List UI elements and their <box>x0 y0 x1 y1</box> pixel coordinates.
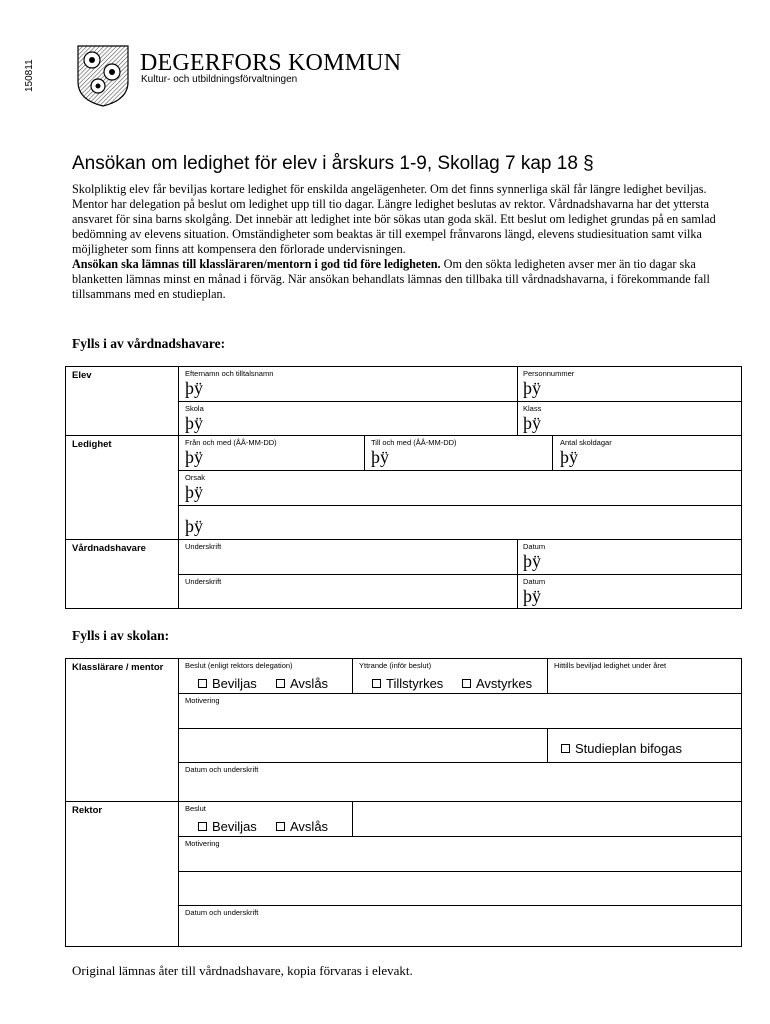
label-name: Efternamn och tilltalsnamn <box>185 369 274 378</box>
checkbox-square[interactable] <box>198 679 207 688</box>
label-klass: Klass <box>523 404 542 413</box>
option-label: Beviljas <box>212 676 257 691</box>
klass-field[interactable]: þÿ <box>523 413 541 433</box>
document-code: 150811 <box>24 59 35 92</box>
checkbox-beviljas-rektor[interactable] <box>198 819 257 834</box>
option-label: Avslås <box>290 819 329 834</box>
label-motivering-rektor: Motivering <box>185 839 220 848</box>
intro-rest: Om den sökta ledigheten avser mer än tio dagar ska blanketten lämnas minst en månad i förväg. När ansökan behandlats lämnas den tillbaka till vårdnadshavarna, i förekommande fall tillsammans med en studieplan. <box>72 257 710 301</box>
skola-field[interactable]: þÿ <box>185 413 203 433</box>
intro-bold: Ansökan ska lämnas till klassläraren/mentorn i god tid före ledigheten. <box>72 257 441 271</box>
date-field-2[interactable]: þÿ <box>523 586 541 606</box>
from-date-field[interactable]: þÿ <box>185 447 203 467</box>
label-date-2: Datum <box>523 577 546 586</box>
section-heading-guardian: Fylls i av vårdnadshavare: <box>72 336 226 351</box>
intro-paragraph: Skolpliktig elev får beviljas kortare ledighet för enskilda angelägenheter. Om det finns synnerliga skäl får längre ledighet beviljas. Mentor har delegation på beslut om ledighet upp till tio dagar. Längre ledighet beslutas av rektor. Vårdnadshavarna har det yttersta ansvaret för sina barns skolgång. Det innebär att ledighet inte bör sökas utan goda skäl. Ett beslut om ledighet grundas på en samlad bedömning av elevens situation. Omständigheter som beaktas är till exempel frånvarons längd, elevens studiesituation samt vilka möjligheter som finns att kompensera den förlorade undervisningen. <box>72 182 716 256</box>
checkbox-tillstyrkes[interactable] <box>372 676 443 691</box>
label-date-1: Datum <box>523 542 546 551</box>
organization-name: DEGERFORS KOMMUN <box>140 50 402 76</box>
row-label-ledighet: Ledighet <box>72 439 112 450</box>
checkbox-studieplan[interactable] <box>561 741 682 756</box>
label-school-days: Antal skoldagar <box>560 438 612 447</box>
guardian-form-table <box>65 366 742 609</box>
row-label-elev: Elev <box>72 370 92 381</box>
checkbox-square[interactable] <box>276 679 285 688</box>
option-label: Beviljas <box>212 819 257 834</box>
option-label: Studieplan bifogas <box>575 741 682 756</box>
row-label-vardnadshavare: Vårdnadshavare <box>72 543 146 554</box>
checkbox-beviljas[interactable] <box>198 676 257 691</box>
label-personnummer: Personnummer <box>523 369 575 378</box>
section-heading-school: Fylls i av skolan: <box>72 628 170 643</box>
school-form-table <box>65 658 742 947</box>
row-label-mentor: Klasslärare / mentor <box>72 662 164 673</box>
label-date-signature: Datum och underskrift <box>185 765 259 774</box>
school-days-field[interactable]: þÿ <box>560 447 578 467</box>
orsak-field[interactable]: þÿ <box>185 482 203 502</box>
label-orsak: Orsak <box>185 473 206 482</box>
page-title: Ansökan om ledighet för elev i årskurs 1-9, Skollag 7 kap 18 § <box>72 153 594 174</box>
personnummer-field[interactable]: þÿ <box>523 378 541 398</box>
checkbox-avstyrkes[interactable] <box>462 676 532 691</box>
checkbox-square[interactable] <box>198 822 207 831</box>
checkbox-avslas-rektor[interactable] <box>276 819 328 834</box>
date-field-1[interactable]: þÿ <box>523 551 541 571</box>
option-label: Tillstyrkes <box>386 676 444 691</box>
label-signature-2: Underskrift <box>185 577 222 586</box>
label-granted-leave: Hittills beviljad ledighet under året <box>554 661 667 670</box>
label-from-date: Från och med (ÅÅ-MM-DD) <box>185 438 277 447</box>
label-signature-1: Underskrift <box>185 542 222 551</box>
label-decision-delegation: Beslut (enligt rektors delegation) <box>185 661 293 670</box>
checkbox-avslas[interactable] <box>276 676 328 691</box>
label-motivering: Motivering <box>185 696 220 705</box>
coat-of-arms-logo <box>76 44 130 108</box>
checkbox-square[interactable] <box>276 822 285 831</box>
orsak-field-2[interactable]: þÿ <box>185 516 203 536</box>
footer-note: Original lämnas åter till vårdnadshavare, kopia förvaras i elevakt. <box>72 963 413 978</box>
row-label-rektor: Rektor <box>72 805 103 816</box>
department-name: Kultur- och utbildningsförvaltningen <box>141 74 298 85</box>
option-label: Avslås <box>290 676 329 691</box>
option-label: Avstyrkes <box>476 676 533 691</box>
label-date-signature-rektor: Datum och underskrift <box>185 908 259 917</box>
checkbox-square[interactable] <box>462 679 471 688</box>
checkbox-square[interactable] <box>372 679 381 688</box>
label-to-date: Till och med (ÅÅ-MM-DD) <box>371 438 457 447</box>
label-skola: Skola <box>185 404 204 413</box>
intro-text <box>72 182 742 302</box>
intro-paragraph-2 <box>72 257 742 302</box>
label-yttrande: Yttrande (inför beslut) <box>359 661 432 670</box>
label-beslut: Beslut <box>185 804 206 813</box>
name-field[interactable]: þÿ <box>185 378 203 398</box>
to-date-field[interactable]: þÿ <box>371 447 389 467</box>
checkbox-square[interactable] <box>561 744 570 753</box>
